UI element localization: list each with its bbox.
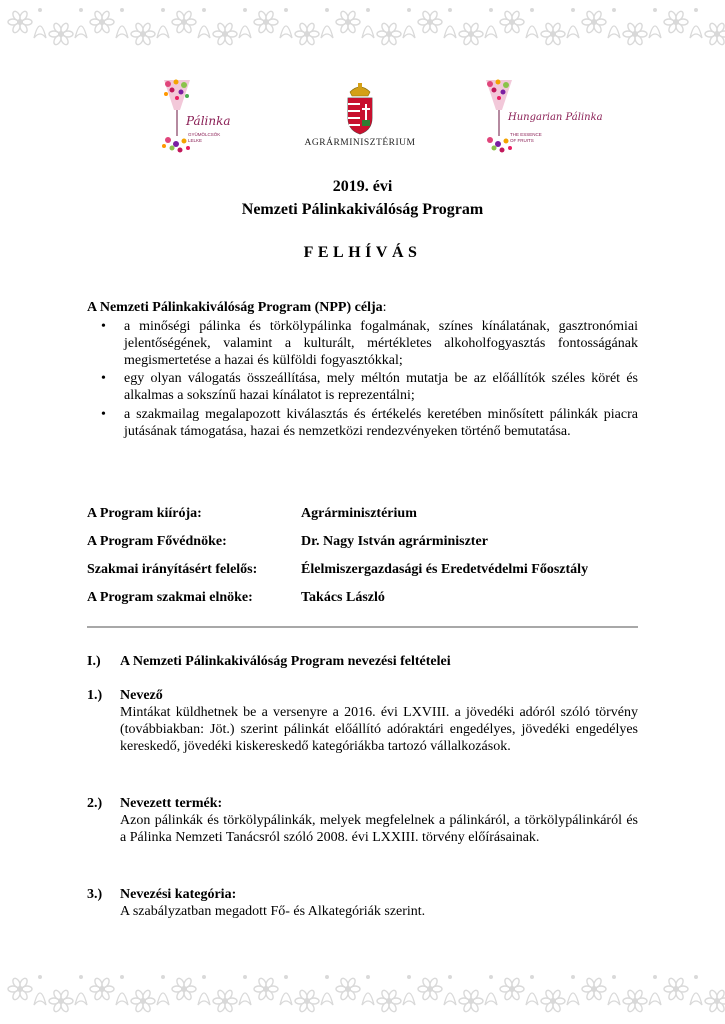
program-name: Nemzeti Pálinkakiválóság Program: [241, 201, 484, 218]
ministry-logo: [290, 80, 430, 160]
folk-motif: [500, 975, 538, 1005]
goal-bullet-text: a minőségi pálinka és törkölypálinka fogalmának, színes kínálatának, gasztronómiai jelentőségének, valamint a kulturált, mértékletes alkoholfogyasztás fontosságának megismertetése a hazai és külföldi fogyasztókkal;: [124, 319, 638, 368]
bullet-icon: •: [101, 319, 106, 334]
goal-bullet-text: a szakmailag megalapozott kiválasztás és értékelés keretében minősített pálinkák piacra jutásának támogatása, hazai és nemzetközi rendezvényeken történő bemutatása.: [124, 406, 638, 439]
info-value: Takács László: [301, 590, 385, 605]
info-label: Szakmai irányításért felelős:: [87, 562, 258, 577]
folk-motif: [254, 8, 292, 38]
bullet-icon: •: [101, 371, 106, 387]
folk-motif: [49, 8, 87, 46]
folk-motif: [131, 8, 169, 46]
info-value: Élelmiszergazdasági és Eredetvédelmi Főosztály: [301, 562, 589, 577]
info-label: A Program kiírója:: [87, 506, 202, 521]
item-body: Azon pálinkák és törkölypálinkák, melyek megfelelnek a pálinkáról, a törkölypálinkáról és a Pálinka Nemzeti Tanácsról szóló 2008. évi LXXIII. törvény előírásainak.: [120, 813, 638, 845]
folk-motif: [254, 975, 292, 1005]
folk-motif: [664, 8, 702, 38]
folk-motif: [336, 8, 374, 38]
folk-motif: [295, 975, 333, 1013]
left-brand-text: Pálinka: [186, 114, 231, 128]
item-body: Mintákat küldhetnek be a versenyre a 2016. évi LXVIII. a jövedéki adóról szóló törvény (továbbiakban: Jöt.) szerint pálinkát előállító adóraktári engedélyes, jövedéki engedélyes kereskedő, jövedéki kiskereskedő kategóriákba tartozó vállalkozások.: [120, 705, 638, 754]
folk-motif: [172, 8, 210, 38]
goal-bullet: [101, 371, 638, 405]
folk-motif: [582, 8, 620, 38]
bullet-icon: •: [101, 406, 106, 422]
folk-motif: [418, 975, 456, 1005]
folk-motif: [623, 975, 661, 1013]
section-number: I.): [87, 654, 101, 669]
goal-bullet-list: [101, 319, 638, 443]
folk-motif: [541, 975, 579, 1013]
right-sub-line-1: THE ESSENCE: [510, 132, 542, 137]
folk-motif: [295, 8, 333, 46]
goal-heading-colon: :: [382, 300, 387, 315]
folk-motif: [377, 8, 415, 46]
folk-motif: [459, 975, 497, 1013]
folk-motif: [582, 975, 620, 1005]
coat-of-arms-icon: [290, 80, 430, 136]
palinka-logo-left: [150, 76, 230, 162]
folk-motif: [541, 8, 579, 46]
logo-row: [0, 76, 725, 162]
item-body: A szabályzatban megadott Fő- és Alkategóriák szerint.: [120, 904, 426, 919]
folk-motif: [172, 975, 210, 1005]
bottom-folk-ornament: [0, 966, 725, 1022]
top-folk-ornament: [0, 0, 725, 56]
folk-motif: [623, 8, 661, 46]
item-number: 1.): [87, 688, 103, 703]
call-title: FELHÍVÁS: [303, 244, 422, 261]
left-sub-line-2: LELKE: [188, 138, 203, 143]
year-line: 2019. évi: [332, 178, 393, 195]
info-value: Agrárminisztérium: [301, 506, 417, 521]
folk-motif: [459, 8, 497, 46]
section-title: A Nemzeti Pálinkakiválóság Program nevezési feltételei: [120, 654, 451, 669]
goal-heading-bold: A Nemzeti Pálinkakiválóság Program (NPP) célja: [87, 300, 383, 315]
folk-motif: [90, 8, 128, 38]
folk-motif: [213, 975, 251, 1013]
goal-bullet-text: egy olyan válogatás összeállítása, mely méltón mutatja be az előállítók széles körét és alkalmas a sokszínű hazai kínálatot is reprezentálni;: [124, 371, 638, 404]
item-title: Nevezett termék:: [120, 796, 223, 811]
folk-motif: [336, 975, 374, 1005]
folk-motif: [90, 975, 128, 1005]
folk-motif: [500, 8, 538, 38]
info-label: A Program Fővédnöke:: [87, 534, 227, 549]
folk-motif: [418, 8, 456, 38]
item-title: Nevező: [120, 688, 163, 703]
folk-motif: [49, 975, 87, 1013]
folk-motif: [8, 8, 46, 38]
palinka-logo-right: [478, 76, 603, 162]
info-label: A Program szakmai elnöke:: [87, 590, 253, 605]
folk-motif: [8, 975, 46, 1005]
ministry-name-text: AGRÁRMINISZTÉRIUM: [304, 138, 416, 148]
folk-motif: [705, 8, 725, 46]
folk-motif: [377, 975, 415, 1013]
goal-bullet: [101, 406, 638, 441]
horizontal-rule: [87, 626, 638, 628]
folk-ornament-graphic: [0, 0, 725, 56]
left-sub-line-1: GYÜMÖLCSÖK: [188, 132, 221, 137]
goal-bullet: [101, 319, 638, 369]
item-number: 3.): [87, 887, 103, 902]
info-value: Dr. Nagy István agrárminiszter: [301, 534, 488, 549]
folk-motif: [213, 8, 251, 46]
item-number: 2.): [87, 796, 103, 811]
right-sub-line-2: OF FRUITS: [510, 138, 534, 143]
folk-motif: [705, 975, 725, 1013]
folk-motif: [131, 975, 169, 1013]
item-title: Nevezési kategória:: [120, 887, 237, 902]
folk-motif: [664, 975, 702, 1005]
right-brand-text: Hungarian Pálinka: [508, 112, 603, 123]
folk-ornament-graphic: [0, 966, 725, 1022]
goal-heading: [87, 300, 387, 316]
